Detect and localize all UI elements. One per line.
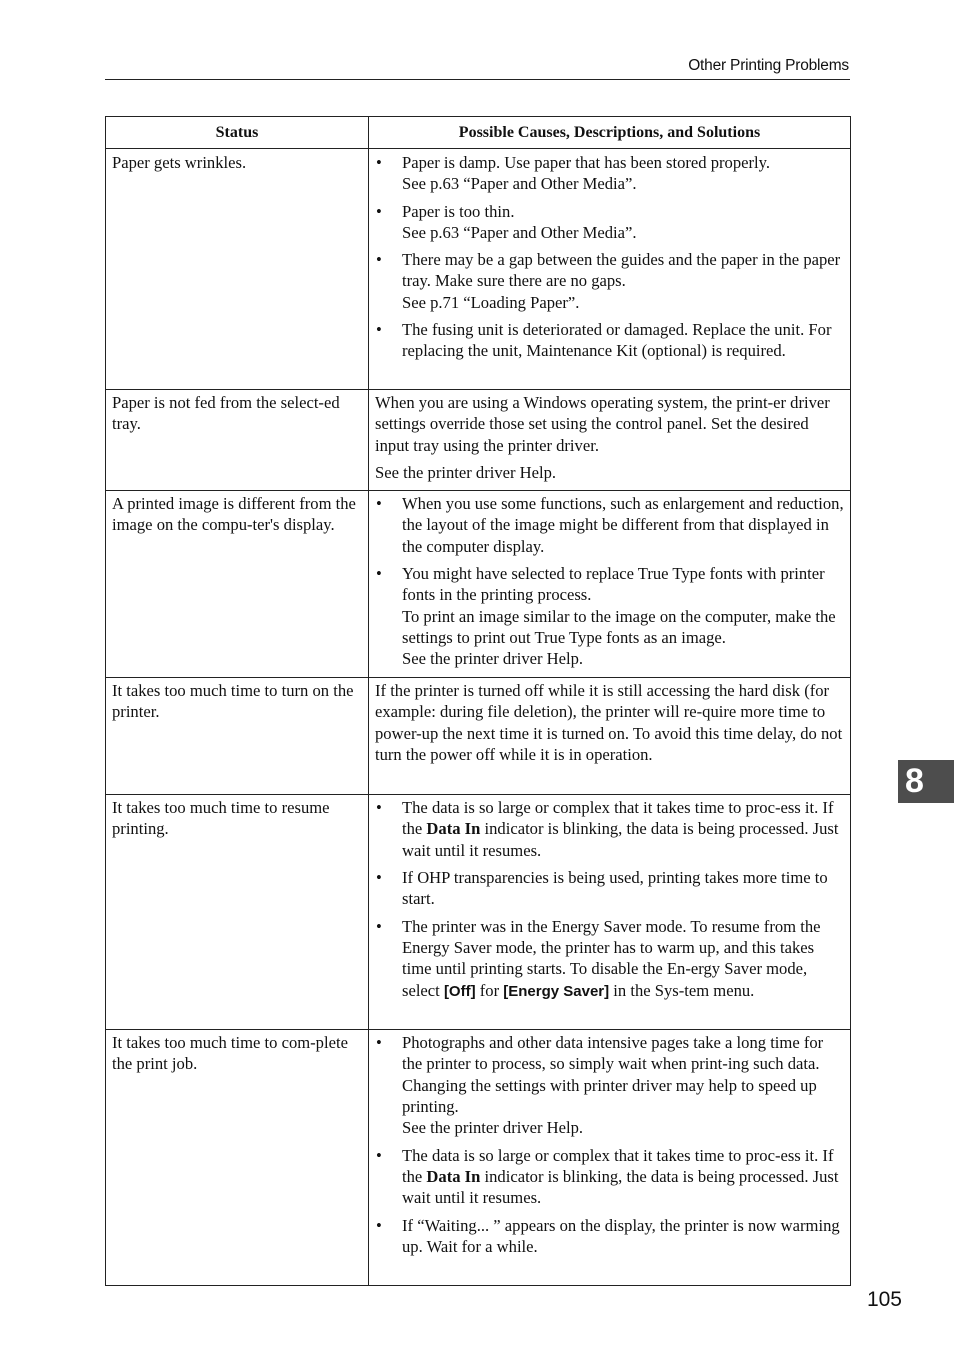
- bullet-icon: •: [376, 320, 382, 340]
- solution-list: [375, 493, 844, 669]
- bullet-text: You might have selected to replace True Type fonts with printer fonts in the printing process.: [402, 564, 825, 605]
- list-item: [375, 249, 844, 313]
- list-item: [375, 1032, 844, 1138]
- status-cell: A printed image is different from the image on the compu-ter's display.: [106, 491, 369, 678]
- table-row: [106, 491, 851, 678]
- solution-paragraph: When you are using a Windows operating system, the print-er driver settings override those set using the control panel. Set the desired input tray using the printer driver.: [375, 393, 830, 455]
- solution-cell: [369, 795, 851, 1030]
- solution-cell: [369, 149, 851, 390]
- column-header-solutions: Possible Causes, Descriptions, and Solutions: [369, 117, 851, 149]
- column-header-status: Status: [106, 117, 369, 149]
- status-cell: Paper is not fed from the select-ed tray.: [106, 390, 369, 491]
- bullet-icon: •: [376, 494, 382, 514]
- bullet-icon: •: [376, 798, 382, 818]
- bullet-text: To print an image similar to the image on the computer, make the settings to print out True Type fonts as an image.: [402, 606, 836, 647]
- bullet-text: There may be a gap between the guides and the paper in the paper tray. Make sure there are no gaps.: [402, 250, 841, 291]
- bullet-icon: •: [376, 201, 382, 221]
- running-head-title: Other Printing Problems: [688, 57, 849, 74]
- bullet-text: Changing the settings with printer driver may help to speed up printing.: [402, 1075, 817, 1117]
- chapter-tab: 8: [898, 760, 954, 803]
- bullet-icon: •: [376, 916, 382, 936]
- status-cell: It takes too much time to resume printing.: [106, 795, 369, 1030]
- header-rule: [105, 79, 850, 80]
- status-cell: Paper gets wrinkles.: [106, 149, 369, 390]
- solution-cell: [369, 390, 851, 491]
- list-item: [375, 1215, 844, 1258]
- bullet-text: When you use some functions, such as enlargement and reduction, the layout of the image might be different from that displayed in the computer display.: [402, 494, 844, 556]
- menu-key-off: [Off]: [443, 982, 476, 1000]
- bullet-text: See the printer driver Help.: [402, 1118, 584, 1138]
- table-row: [106, 678, 851, 795]
- list-item: [375, 563, 844, 669]
- bullet-text: The fusing unit is deteriorated or damaged. Replace the unit. For replacing the unit, Maintenance Kit (optional) is required.: [402, 320, 832, 361]
- cross-reference-link[interactable]: See p.63 “Paper and Other Media”.: [402, 174, 637, 194]
- bullet-text: The data is so large or complex that it takes time to proc-ess it. If the: [402, 798, 834, 839]
- page-number: 105: [866, 1288, 902, 1311]
- solution-list: [375, 152, 844, 362]
- solution-cell: [369, 678, 851, 795]
- list-item: [375, 867, 844, 910]
- list-item: [375, 152, 844, 195]
- list-item: [375, 493, 844, 557]
- solution-paragraph: If the printer is turned off while it is still accessing the hard disk (for example: during file deletion), the printer will re-quire more time to power-up the next time it is turned on. To avoid this time delay, do not turn the power off while it is in operation.: [375, 681, 843, 765]
- list-item: [375, 1145, 844, 1209]
- bullet-text: The data is so large or complex that it takes time to proc-ess it. If the: [402, 1145, 834, 1186]
- status-cell: It takes too much time to com-plete the print job.: [106, 1030, 369, 1286]
- bullet-icon: •: [376, 1145, 382, 1165]
- table-row: [106, 149, 851, 390]
- table-row: [106, 390, 851, 491]
- bullet-text: Paper is too thin.: [402, 201, 515, 221]
- list-item: [375, 916, 844, 1002]
- bullet-icon: •: [376, 1215, 382, 1235]
- solution-cell: [369, 1030, 851, 1286]
- bullet-text: indicator is blinking, the data is being processed. Just wait until it resumes.: [402, 819, 839, 860]
- table-header-row: [106, 117, 851, 149]
- bullet-icon: •: [376, 1033, 382, 1053]
- indicator-name: Data In: [426, 1166, 481, 1186]
- solution-paragraph: See the printer driver Help.: [375, 462, 557, 482]
- list-item: [375, 201, 844, 244]
- solution-cell: [369, 491, 851, 678]
- bullet-text: in the Sys-tem menu.: [609, 980, 755, 1000]
- bullet-icon: •: [376, 250, 382, 270]
- bullet-text: The printer was in the Energy Saver mode. To resume from the Energy Saver mode, the printer has to warm up, and this takes time until printing starts. To disable the En-ergy Saver mode, select: [402, 916, 821, 1000]
- bullet-text: for: [475, 980, 504, 1000]
- cross-reference-link[interactable]: See p.63 “Paper and Other Media”.: [402, 222, 637, 242]
- bullet-text: Photographs and other data intensive pages take a long time for the printer to process, so simply wait when print-ing such data.: [402, 1033, 824, 1074]
- indicator-name: Data In: [426, 819, 481, 839]
- solution-list: [375, 1032, 844, 1257]
- bullet-text: Paper is damp. Use paper that has been stored properly.: [402, 153, 771, 172]
- bullet-text: If OHP transparencies is being used, printing takes more time to start.: [402, 868, 828, 909]
- bullet-text: See the printer driver Help.: [402, 649, 584, 669]
- cross-reference-link[interactable]: See p.71 “Loading Paper”.: [402, 292, 580, 312]
- status-cell: It takes too much time to turn on the printer.: [106, 678, 369, 795]
- bullet-icon: •: [376, 564, 382, 584]
- table-row: [106, 795, 851, 1030]
- list-item: [375, 319, 844, 362]
- table-row: [106, 1030, 851, 1286]
- bullet-text: indicator is blinking, the data is being processed. Just wait until it resumes.: [402, 1166, 839, 1208]
- list-item: [375, 797, 844, 861]
- troubleshooting-table: [105, 116, 851, 1286]
- solution-list: [375, 797, 844, 1002]
- bullet-icon: •: [376, 153, 382, 172]
- bullet-icon: •: [376, 868, 382, 888]
- menu-key-energy-saver: [Energy Saver]: [503, 982, 610, 1000]
- bullet-text: If “Waiting... ” appears on the display, the printer is now warming up. Wait for a while.: [402, 1215, 840, 1256]
